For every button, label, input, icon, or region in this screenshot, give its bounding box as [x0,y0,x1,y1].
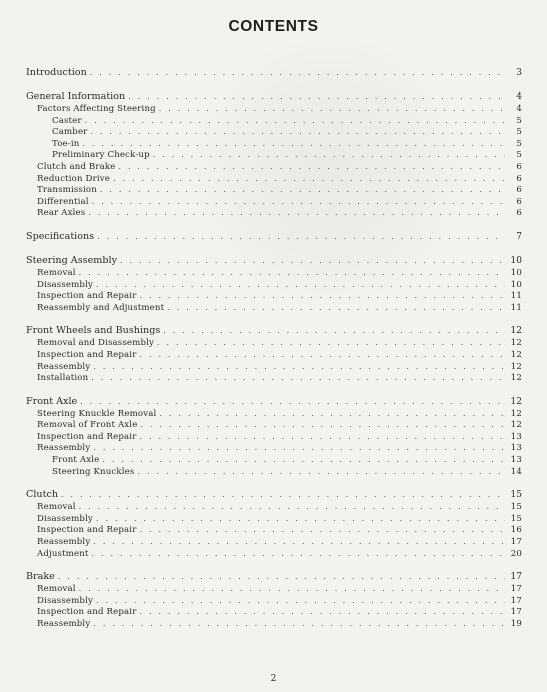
toc-entry [26,431,522,443]
toc-entry [26,442,522,454]
toc-entry-label: Inspection and Repair [37,349,137,360]
toc-section [26,324,522,383]
toc-entry-page: 6 [516,208,522,219]
dot-leader [167,302,505,314]
toc-entry-label: Reassembly [37,537,91,548]
toc-section [26,570,522,629]
toc-section [26,254,522,313]
toc-entry-page: 16 [510,525,522,536]
toc-entry-label: Inspection and Repair [37,525,137,536]
toc-entry [26,149,522,161]
dot-leader [157,337,505,349]
toc-entry-page: 15 [510,513,522,524]
toc-entry-page: 15 [510,502,522,513]
toc-entry [26,138,522,150]
toc-entry-page: 17 [510,584,522,595]
toc-entry [26,372,522,384]
toc-entry [26,196,522,208]
toc-section-heading [26,66,522,79]
toc-entry-page: 17 [510,537,522,548]
dot-leader [139,349,505,361]
dot-leader [96,279,505,291]
dot-leader [97,230,505,243]
toc-entry-label: Inspection and Repair [37,291,137,302]
toc-entry-label: Disassembly [37,595,93,606]
toc-entry-label: Steering Knuckle Removal [37,408,157,419]
toc-entry-page: 13 [510,443,522,454]
toc-entry-page: 20 [510,548,522,559]
toc-entry [26,302,522,314]
toc-entry-label: Introduction [26,67,87,78]
toc-entry-label: Removal [37,502,76,513]
toc-section-heading [26,90,522,103]
toc-entry-label: General Information [26,91,126,102]
toc-entry-page: 5 [516,150,522,161]
toc-entry-page: 6 [516,185,522,196]
toc-entry [26,466,522,478]
toc-entry-page: 5 [516,138,522,149]
toc-entry-page: 11 [510,291,522,302]
toc-entry-page: 6 [516,161,522,172]
toc-entry-page: 12 [510,396,522,407]
dot-leader [102,454,505,466]
toc-entry-label: Clutch [26,489,58,501]
toc-entry [26,419,522,431]
dot-leader [96,513,505,525]
toc-entry [26,536,522,548]
toc-entry-label: Caster [52,115,82,126]
toc-entry-label: Reassembly [37,619,91,629]
toc-entry-page: 17 [510,607,522,618]
dot-leader [90,66,505,79]
toc-entry-label: Installation [37,373,89,384]
toc-section-heading [26,570,522,583]
toc-entry [26,595,522,607]
toc-section-heading [26,488,522,501]
toc-entry-label: Reassembly [37,361,91,372]
dot-leader [93,618,505,630]
toc-entry [26,361,522,373]
toc-entry [26,454,522,466]
toc-entry-label: Brake [26,571,55,583]
dot-leader [96,595,505,607]
dot-leader [159,408,505,420]
toc-entry-page: 10 [510,255,522,266]
toc-entry-label: Transmission [37,185,97,196]
toc-entry-page: 6 [516,196,522,207]
toc-entry-label: Inspection and Repair [37,607,137,618]
dot-leader [79,501,505,513]
dot-leader [88,207,505,219]
toc-entry-label: Specifications [26,230,95,242]
dot-leader [113,173,505,185]
toc-entry-page: 19 [510,619,522,629]
toc-entry-page: 15 [510,490,522,501]
toc-section-heading [26,395,522,408]
toc-entry-label: Clutch and Brake [37,161,116,172]
dot-leader [139,431,505,443]
dot-leader [120,254,505,267]
toc-entry-page: 12 [510,326,522,337]
toc-entry-page: 12 [510,349,522,360]
dot-leader [159,103,505,115]
toc-entry [26,290,522,302]
dot-leader [153,149,505,161]
toc-entry-page: 17 [510,595,522,606]
toc-entry-label: Front Wheels and Bushings [26,325,161,337]
dot-leader [93,442,505,454]
toc-entry-label: Reassembly and Adjustment [37,302,165,313]
toc-entry-page: 14 [510,466,522,477]
toc-entry-page: 4 [516,104,522,114]
toc-entry-page: 10 [510,279,522,290]
dot-leader [139,606,505,618]
toc-entry [26,173,522,185]
toc-entry [26,606,522,618]
toc-entry-label: Removal of Front Axle [37,420,138,431]
dot-leader [128,90,505,103]
toc-entry [26,115,522,127]
toc-entry-label: Factors Affecting Steering [37,104,156,114]
dot-leader [80,395,505,408]
toc-entry-page: 5 [516,127,522,138]
toc-entry-page: 12 [510,361,522,372]
toc-entry-page: 3 [516,68,522,78]
toc-entry-label: Adjustment [37,548,89,559]
toc-entry [26,267,522,279]
toc-entry-label: Steering Knuckles [52,466,135,477]
toc-entry-page: 12 [510,420,522,431]
toc-entry-label: Removal [37,267,76,278]
toc-entry [26,501,522,513]
dot-leader [90,126,505,138]
toc-section [26,66,522,79]
page-title: CONTENTS [228,18,319,35]
toc-entry-page: 4 [516,92,522,102]
toc-entry [26,524,522,536]
toc-entry-page: 6 [516,173,522,184]
dot-leader [139,290,505,302]
toc-entry [26,207,522,219]
toc-entry [26,513,522,525]
toc-entry-page: 5 [516,115,522,126]
dot-leader [100,184,505,196]
toc-entry [26,161,522,173]
toc-entry-page: 12 [510,408,522,419]
toc-section-heading [26,254,522,267]
toc-section [26,488,522,559]
toc-entry [26,408,522,420]
toc-entry-label: Steering Assembly [26,254,117,266]
dot-leader [79,267,505,279]
toc-section [26,395,522,478]
dot-leader [61,488,505,501]
toc-entry-label: Toe-in [52,138,80,149]
toc-entry-page: 11 [510,302,522,313]
toc-section-heading [26,230,522,243]
toc-entry-label: Disassembly [37,513,93,524]
toc-entry-label: Reassembly [37,443,91,454]
dot-leader [139,524,505,536]
dot-leader [137,466,505,478]
toc-entry-label: Disassembly [37,279,93,290]
dot-leader [93,361,505,373]
toc-entry-page: 12 [510,338,522,349]
page-number: 2 [270,674,277,684]
dot-leader [92,548,506,560]
toc-entry [26,349,522,361]
dot-leader [91,372,505,384]
table-of-contents [26,66,522,641]
toc-entry-label: Removal and Disassembly [37,338,155,349]
toc-entry [26,126,522,138]
dot-leader [119,161,505,173]
toc-section-heading [26,324,522,337]
toc-entry-page: 13 [510,455,522,466]
toc-entry-label: Front Axle [26,395,78,407]
toc-entry-label: Removal [37,584,76,595]
dot-leader [140,419,505,431]
toc-entry [26,618,522,630]
toc-entry-page: 10 [510,267,522,278]
toc-entry [26,103,522,115]
dot-leader [58,570,505,583]
toc-entry-label: Front Axle [52,455,100,466]
dot-leader [92,196,505,208]
toc-entry [26,337,522,349]
toc-entry-page: 13 [510,431,522,442]
toc-entry-label: Preliminary Check-up [52,150,150,161]
toc-entry-label: Camber [52,127,88,138]
toc-entry-label: Rear Axles [37,208,86,219]
toc-section [26,230,522,243]
toc-entry [26,279,522,291]
toc-entry [26,583,522,595]
dot-leader [79,583,505,595]
dot-leader [85,115,505,127]
toc-entry [26,548,522,560]
dot-leader [163,324,505,337]
toc-entry-page: 7 [516,231,522,242]
toc-entry-page: 17 [510,572,522,583]
dot-leader [82,138,505,150]
toc-entry-page: 12 [510,373,522,384]
dot-leader [93,536,505,548]
toc-section [26,90,522,219]
toc-entry-label: Differential [37,196,89,207]
toc-entry-label: Reduction Drive [37,173,110,184]
toc-entry-label: Inspection and Repair [37,431,137,442]
toc-entry [26,184,522,196]
